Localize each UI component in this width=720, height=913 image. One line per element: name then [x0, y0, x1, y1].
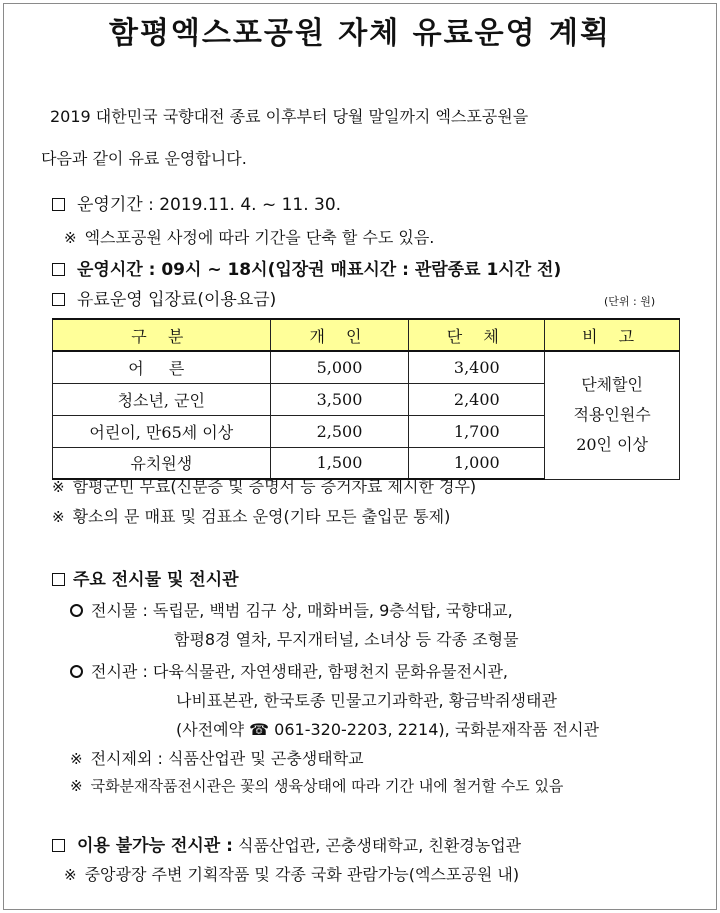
row-category: 어린이, 만65세 이상: [53, 415, 271, 447]
period-note: [64, 225, 434, 248]
reference-mark-icon: ※: [64, 229, 77, 247]
hours-item: [52, 255, 561, 280]
checkbox-square-icon: [52, 839, 65, 852]
unavailable-item: [52, 831, 521, 856]
row-group: 2,400: [409, 383, 545, 415]
exhibits-heading-item: [52, 565, 239, 590]
row-category: 어 른: [53, 351, 271, 383]
header-individual: 개 인: [270, 319, 409, 351]
unavailable-note-text: 중앙광장 주변 기획작품 및 각종 국화 관람가능(엑스포공원 내): [84, 865, 520, 884]
page-title: 함평엑스포공원 자체 유료운영 계획: [108, 16, 612, 51]
unavailable-note: [64, 862, 519, 885]
remark-cell: [545, 351, 680, 479]
halls-line-3: (사전예약 ☎ 061-320-2203, 2214), 국화분재작품 전시관: [176, 720, 600, 739]
exhibit-note-text: 전시제외 : 식품산업관 및 곤충생태학교: [90, 749, 364, 768]
bullet-circle-icon: [70, 665, 83, 678]
bullet-circle-icon: [70, 604, 83, 617]
row-group: 1,700: [409, 415, 545, 447]
row-individual: 5,000: [270, 351, 409, 383]
checkbox-square-icon: [52, 263, 65, 276]
row-group: 1,000: [409, 447, 545, 479]
exhibits-line-1: 전시물 : 독립문, 백범 김구 상, 매화버들, 9층석탑, 국향대교,: [91, 601, 513, 620]
checkbox-square-icon: [52, 573, 65, 586]
fee-note-1: [52, 474, 476, 497]
reference-mark-icon: ※: [64, 866, 77, 884]
reference-mark-icon: ※: [52, 508, 65, 526]
exhibits-line-2: 함평8경 열차, 무지개터널, 소녀상 등 각종 조형물: [174, 630, 519, 649]
remark-line: 단체할인: [581, 375, 644, 395]
header-group: 단 체: [409, 319, 545, 351]
period-note-text: 엑스포공원 사정에 따라 기간을 단축 할 수도 있음.: [84, 228, 435, 247]
header-remark: 비 고: [545, 319, 680, 351]
row-individual: 3,500: [270, 383, 409, 415]
fee-table: [52, 318, 680, 480]
period-item: [52, 190, 341, 215]
row-category: 청소년, 군인: [53, 383, 271, 415]
fee-note-2: [52, 504, 450, 527]
header-category: 구 분: [53, 319, 271, 351]
reference-mark-icon: ※: [70, 750, 83, 768]
exhibits-heading: 주요 전시물 및 전시관: [73, 570, 239, 590]
exhibit-note-text: 국화분재작품전시관은 꽃의 생육상태에 따라 기간 내에 철거할 수도 있음: [90, 777, 564, 795]
row-individual: 1,500: [270, 447, 409, 479]
fee-note-text: 황소의 문 매표 및 검표소 운영(기타 모든 출입문 통제): [72, 507, 451, 526]
halls-line-2: 나비표본관, 한국토종 민물고기과학관, 황금박쥐생태관: [176, 691, 557, 710]
fee-heading-item: [52, 285, 276, 310]
table-header-row: [53, 319, 680, 351]
period-text: 운영기간 : 2019.11. 4. ~ 11. 30.: [77, 195, 342, 215]
reference-mark-icon: ※: [52, 478, 65, 496]
fee-note-text: 함평군민 무료(신분증 및 증명서 등 증거자료 제시한 경우): [72, 477, 477, 496]
row-category: 유치원생: [53, 447, 271, 479]
halls-item: [70, 659, 508, 682]
fee-heading: 유료운영 입장료(이용요금): [77, 290, 277, 310]
halls-line-1: 전시관 : 다육식물관, 자연생태관, 함평천지 문화유물전시관,: [91, 662, 509, 681]
exhibit-note-1: [70, 746, 364, 769]
reference-mark-icon: ※: [70, 777, 83, 795]
intro-line-1: 2019 대한민국 국향대전 종료 이후부터 당월 말일까지 엑스포공원을: [50, 107, 529, 126]
hours-text: 운영시간 : 09시 ~ 18시(입장권 매표시간 : 관람종료 1시간 전): [77, 260, 562, 280]
row-group: 3,400: [409, 351, 545, 383]
checkbox-square-icon: [52, 198, 65, 211]
checkbox-square-icon: [52, 293, 65, 306]
exhibit-note-2: [70, 775, 563, 796]
unit-label: (단위 : 원): [604, 295, 656, 308]
remark-line: 적용인원수: [573, 405, 651, 425]
table-row: [53, 351, 680, 383]
unavailable-label: 이용 불가능 전시관 :: [77, 836, 233, 856]
unavailable-value: 식품산업관, 곤충생태학교, 친환경농업관: [232, 836, 522, 855]
row-individual: 2,500: [270, 415, 409, 447]
intro-line-2: 다음과 같이 유료 운영합니다.: [41, 149, 247, 168]
remark-line: 20인 이상: [576, 435, 649, 455]
exhibits-item: [70, 598, 513, 621]
